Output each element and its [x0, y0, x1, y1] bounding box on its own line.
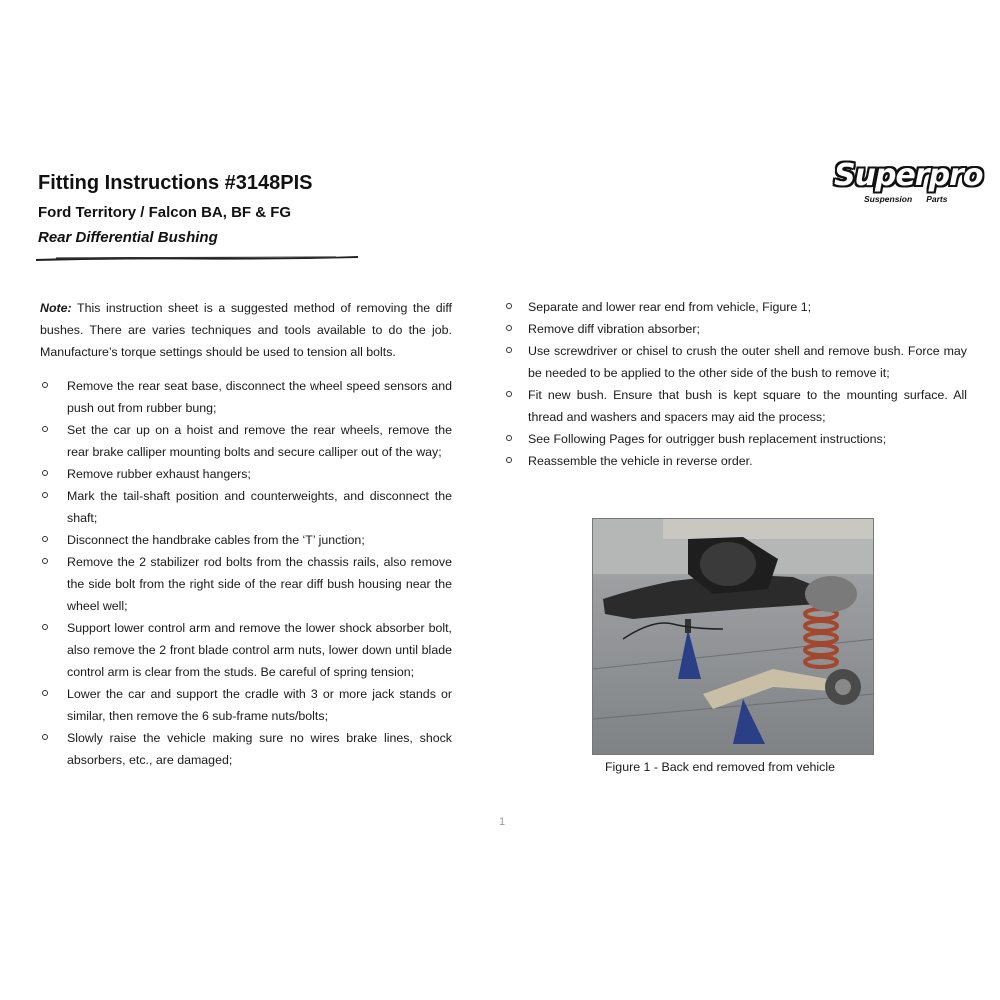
bullet-icon — [42, 624, 48, 630]
step-text: Slowly raise the vehicle making sure no wires brake lines, shock absorbers, etc., are damaged; — [67, 731, 452, 767]
bullet-icon — [42, 470, 48, 476]
note-label: Note: — [40, 301, 72, 315]
list-item — [504, 318, 967, 340]
bullet-icon — [506, 347, 512, 353]
note-text: This instruction sheet is a suggested method of removing the diff bushes. There are varies techniques and tools available to do the job. Manufacture’s torque settings should be used to tension all bolts. — [40, 301, 452, 359]
bullet-icon — [42, 426, 48, 432]
step-text: Support lower control arm and remove the lower shock absorber bolt, also remove the 2 front blade control arm nuts, lower down until blade control arm is clear from the studs. Be careful of spring tension; — [67, 621, 452, 679]
bullet-icon — [42, 558, 48, 564]
list-item — [40, 617, 452, 683]
step-text: Disconnect the handbrake cables from the ‘T’ junction; — [67, 533, 365, 547]
bullet-icon — [506, 457, 512, 463]
list-item — [40, 551, 452, 617]
left-column — [40, 297, 452, 771]
steps-list-right — [504, 296, 967, 472]
list-item — [40, 683, 452, 727]
bullet-icon — [42, 382, 48, 388]
step-text: Use screwdriver or chisel to crush the outer shell and remove bush. Force may be needed to be applied to the other side of the bush to remove it; — [528, 344, 967, 380]
step-text: Remove the rear seat base, disconnect the wheel speed sensors and push out from rubber bung; — [67, 379, 452, 415]
list-item — [40, 485, 452, 529]
step-text: Set the car up on a hoist and remove the rear wheels, remove the rear brake calliper mounting bolts and secure calliper out of the way; — [67, 423, 452, 459]
logo-tag-left: Suspension — [864, 194, 913, 204]
bullet-icon — [506, 435, 512, 441]
step-text: Reassemble the vehicle in reverse order. — [528, 454, 753, 468]
step-text: Lower the car and support the cradle with 3 or more jack stands or similar, then remove the 6 sub-frame nuts/bolts; — [67, 687, 452, 723]
logo-tagline — [864, 194, 961, 204]
list-item — [504, 384, 967, 428]
bullet-icon — [506, 303, 512, 309]
list-item — [40, 529, 452, 551]
right-column — [504, 296, 967, 472]
vehicle-subtitle: Ford Territory / Falcon BA, BF & FG — [38, 204, 292, 221]
step-text: Remove diff vibration absorber; — [528, 322, 700, 336]
step-text: Remove the 2 stabilizer rod bolts from the chassis rails, also remove the side bolt from the right side of the rear diff bush housing near the wheel well; — [67, 555, 452, 613]
step-text: Remove rubber exhaust hangers; — [67, 467, 251, 481]
part-subtitle: Rear Differential Bushing — [38, 229, 218, 246]
logo-tag-right: Parts — [926, 194, 948, 204]
brush-underline — [36, 253, 358, 263]
bullet-icon — [42, 734, 48, 740]
figure-caption: Figure 1 - Back end removed from vehicle — [604, 760, 835, 774]
steps-list-left — [40, 375, 452, 771]
logo-wordmark: Superpro — [834, 158, 983, 193]
step-text: Mark the tail-shaft position and counterweights, and disconnect the shaft; — [67, 489, 452, 525]
note-paragraph — [40, 297, 452, 363]
list-item — [504, 450, 967, 472]
list-item — [40, 419, 452, 463]
step-text: Fit new bush. Ensure that bush is kept square to the mounting surface. All thread and washers and spacers may aid the process; — [528, 388, 967, 424]
bullet-icon — [42, 536, 48, 542]
bullet-icon — [42, 690, 48, 696]
list-item — [40, 727, 452, 771]
figure-photo — [592, 518, 874, 755]
bullet-icon — [506, 325, 512, 331]
bullet-icon — [42, 492, 48, 498]
list-item — [504, 296, 967, 318]
superpro-logo — [834, 158, 983, 210]
list-item — [40, 375, 452, 419]
list-item — [504, 428, 967, 450]
bullet-icon — [506, 391, 512, 397]
step-text: See Following Pages for outrigger bush replacement instructions; — [528, 432, 887, 446]
page-number: 1 — [498, 816, 506, 828]
step-text: Separate and lower rear end from vehicle, Figure 1; — [528, 300, 812, 314]
document-title: Fitting Instructions #3148PIS — [38, 172, 313, 194]
list-item — [40, 463, 452, 485]
list-item — [504, 340, 967, 384]
rear-suspension-photo — [593, 519, 874, 755]
